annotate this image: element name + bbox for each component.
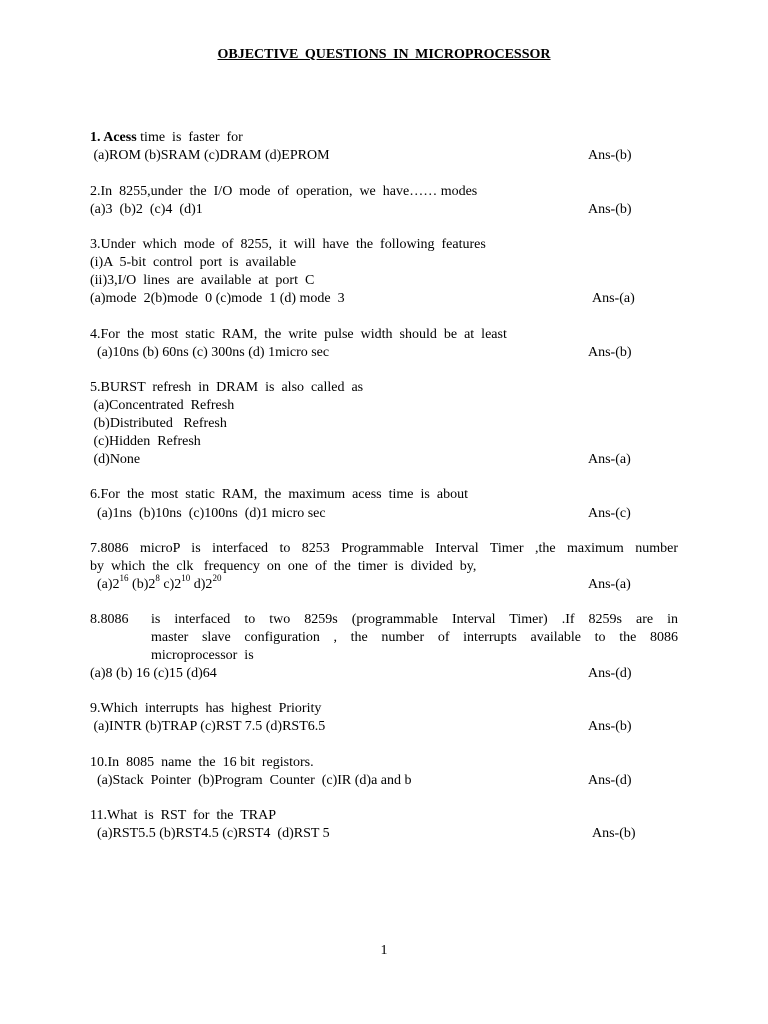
question-5-option-c: (c)Hidden Refresh [90,434,201,449]
question-10-text: 10.In 8085 name the 16 bit registors. [90,755,314,770]
question-1-text: time is faster for [136,130,243,145]
question-7-option-b-exponent: 8 [155,573,160,584]
question-3-feature-2: (ii)3,I/O lines are available at port C [90,273,315,288]
question-5-option-d: (d)None [90,452,141,467]
question-7-option-a-exponent: 16 [119,573,129,584]
question-9-options: (a)INTR (b)TRAP (c)RST 7.5 (d)RST6.5 [90,719,326,734]
question-9-text: 9.Which interrupts has highest Priority [90,701,322,716]
question-7-options [90,573,222,594]
question-7-line-1: 7.8086 microP is interfaced to 8253 Programmable Interval Timer ,the maximum number [90,541,678,556]
question-5-text: 5.BURST refresh in DRAM is also called as [90,380,364,395]
question-6-options: (a)1ns (b)10ns (c)100ns (d)1 micro sec [90,506,326,521]
question-4-options: (a)10ns (b) 60ns (c) 300ns (d) 1micro sec [90,345,330,360]
question-7-option-c-base: c)2 [159,577,182,592]
question-9-answer: Ans-(b) [588,719,632,734]
question-11-answer: Ans-(b) [592,826,636,841]
question-2-text: 2.In 8255,under the I/O mode of operation, we have…… modes [90,184,478,199]
document-title: OBJECTIVE QUESTIONS IN MICROPROCESSOR [217,47,551,62]
question-3-feature-1: (i)A 5-bit control port is available [90,255,297,270]
question-8-answer: Ans-(d) [588,666,632,681]
question-2-options: (a)3 (b)2 (c)4 (d)1 [90,202,203,217]
question-10-options: (a)Stack Pointer (b)Program Counter (c)IR (d)a and b [90,773,412,788]
question-5-option-b: (b)Distributed Refresh [90,416,227,431]
question-6-answer: Ans-(c) [588,506,631,521]
question-4-answer: Ans-(b) [588,345,632,360]
question-1-number: 1. Acess [90,130,137,145]
question-6-text: 6.For the most static RAM, the maximum acess time is about [90,487,468,502]
question-5-answer: Ans-(a) [588,452,631,467]
question-5-option-a: (a)Concentrated Refresh [90,398,235,413]
question-7-answer: Ans-(a) [588,577,631,592]
page-number: 1 [380,943,388,958]
question-7-option-d-base: d)2 [190,577,213,592]
question-7-option-d-exponent: 20 [212,573,222,584]
question-8-line-3: microprocessor is [151,648,254,663]
question-7-option-c-exponent: 10 [181,573,191,584]
question-3-options: (a)mode 2(b)mode 0 (c)mode 1 (d) mode 3 [90,291,345,306]
question-1-options: (a)ROM (b)SRAM (c)DRAM (d)EPROM [90,148,330,163]
question-7-option-b-base: (b)2 [128,577,156,592]
question-8-options: (a)8 (b) 16 (c)15 (d)64 [90,666,217,681]
question-8-line-1: is interfaced to two 8259s (programmable Interval Timer) .If 8259s are in [151,612,678,627]
question-7-option-a-base: (a)2 [90,577,120,592]
question-3-answer: Ans-(a) [592,291,635,306]
question-3-text: 3.Under which mode of 8255, it will have the following features [90,237,486,252]
question-11-options: (a)RST5.5 (b)RST4.5 (c)RST4 (d)RST 5 [90,826,330,841]
question-8-number: 8.8086 [90,612,129,627]
question-2-answer: Ans-(b) [588,202,632,217]
question-4-text: 4.For the most static RAM, the write pulse width should be at least [90,327,507,342]
question-7-line-2: by which the clk frequency on one of the timer is divided by, [90,559,477,574]
question-1 [90,129,243,147]
question-10-answer: Ans-(d) [588,773,632,788]
question-8-line-2: master slave configuration , the number of interrupts available to the 8086 [151,630,678,645]
question-11-text: 11.What is RST for the TRAP [90,808,277,823]
question-1-answer: Ans-(b) [588,148,632,163]
